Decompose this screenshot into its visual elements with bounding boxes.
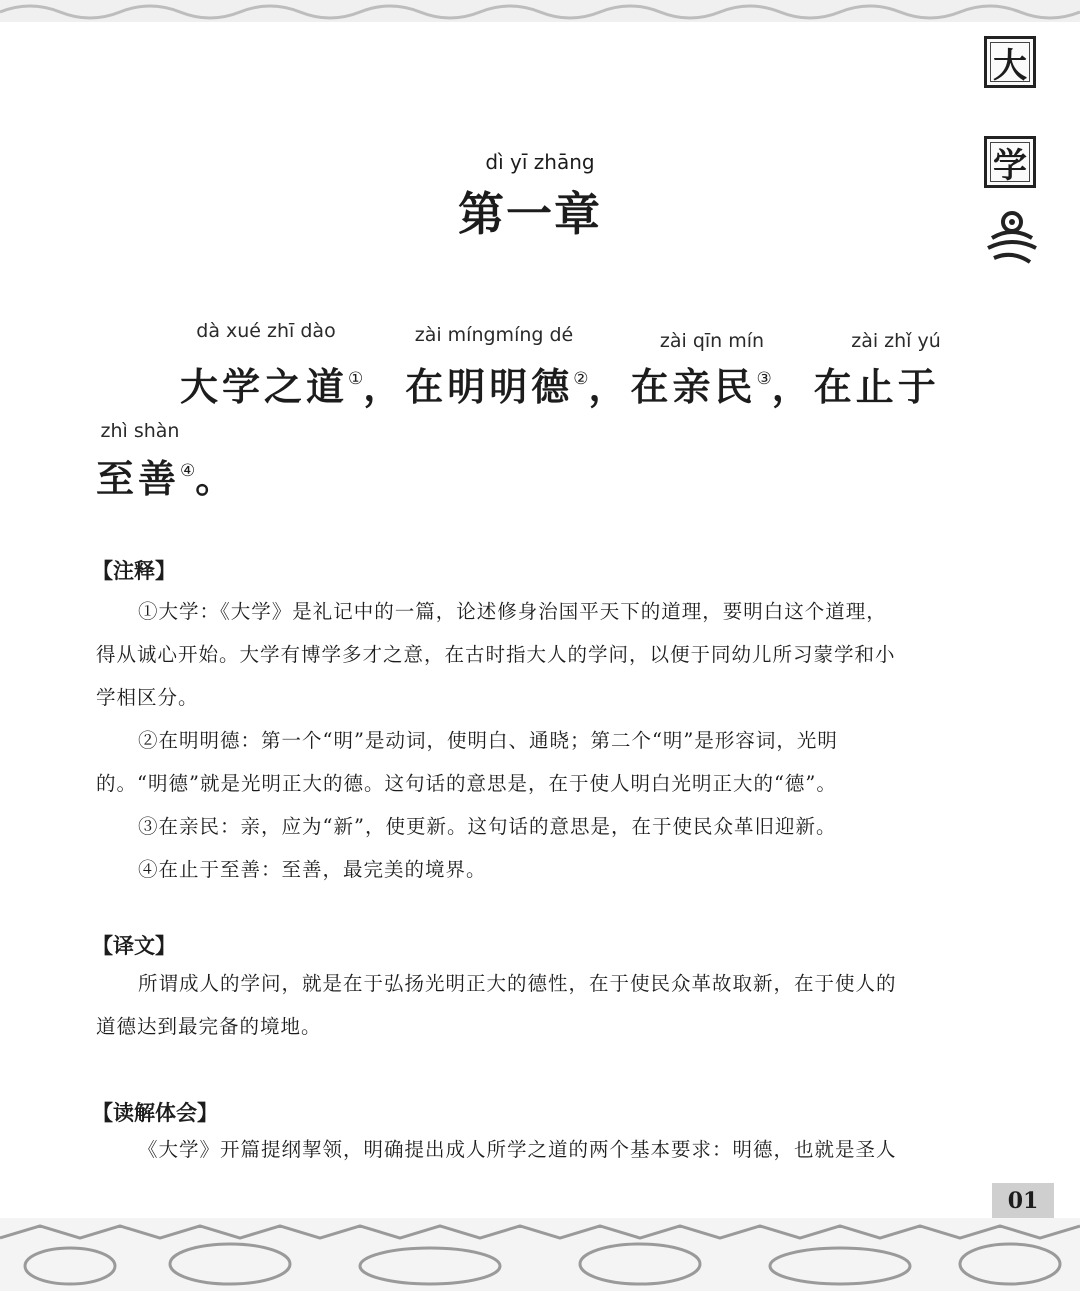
text-mingde: ，在明明德 (363, 364, 574, 409)
text-zhishan: 至善 (96, 456, 181, 501)
annotation-line-1: ①大学：《大学》是礼记中的一篇，论述修身治国平天下的道理，要明白这个道理， (138, 600, 887, 623)
page-number: 01 (992, 1183, 1054, 1219)
pinyin-qinmin: zài qīn mín (659, 330, 765, 352)
pinyin-zhishan: zhì shàn (100, 420, 180, 442)
text-period: 。 (195, 456, 238, 501)
annotations-heading: 【注释】 (92, 559, 176, 583)
note-mark-2: ② (573, 369, 589, 389)
side-title-char-2: 学 (984, 136, 1036, 188)
annotation-line-7: ④在止于至善：至善，最完美的境界。 (138, 858, 487, 881)
translation-line-1: 所谓成人的学问，就是在于弘扬光明正大的德性，在于使民众革故取新，在于使人的 (138, 972, 897, 995)
note-mark-4: ④ (180, 461, 196, 481)
bottom-border-ornament (0, 1218, 1080, 1291)
annotation-line-6: ③在亲民：亲，应为“新”，使更新。这句话的意思是，在于使民众革旧迎新。 (138, 815, 837, 838)
reflection-body (96, 1128, 966, 1171)
chapter-title: 第一章 (458, 187, 602, 241)
annotation-line-2: 得从诚心开始。大学有博学多才之意，在古时指大人的学问，以便于同幼儿所习蒙学和小 (96, 643, 896, 666)
note-mark-3: ③ (756, 369, 772, 389)
pinyin-zhiyu: zài zhǐ yú (851, 330, 941, 352)
reflection-line-1: 《大学》开篇提纲挈领，明确提出成人所学之道的两个基本要求：明德，也就是圣人 (138, 1138, 897, 1161)
classic-line-1 (180, 356, 940, 411)
classic-line-2 (96, 448, 237, 503)
note-mark-1: ① (348, 369, 364, 389)
annotation-line-3: 学相区分。 (96, 686, 199, 709)
top-border-ornament (0, 0, 1080, 22)
text-qinmin: ，在亲民 (588, 364, 757, 409)
chapter-pinyin: dì yī zhāng (485, 150, 595, 174)
translation-heading: 【译文】 (92, 934, 176, 958)
text-zhiyu: ，在止于 (771, 364, 940, 409)
side-title-char-1: 大 (984, 36, 1036, 88)
annotation-line-5: 的。“明德”就是光明正大的德。这句话的意思是，在于使人明白光明正大的“德”。 (96, 772, 837, 795)
pinyin-daxue: dà xué zhī dào (196, 320, 336, 342)
pinyin-mingde: zài míngmíng dé (414, 324, 574, 346)
annotation-line-4: ②在明明德：第一个“明”是动词，使明白、通晓；第二个“明”是形容词，光明 (138, 729, 838, 752)
annotations-body (96, 590, 966, 891)
reflection-heading: 【读解体会】 (92, 1101, 218, 1125)
text-daxue: 大学之道 (180, 364, 349, 409)
translation-body (96, 962, 966, 1048)
translation-line-2: 道德达到最完备的境地。 (96, 1015, 322, 1038)
cloud-ornament-icon (984, 208, 1040, 268)
